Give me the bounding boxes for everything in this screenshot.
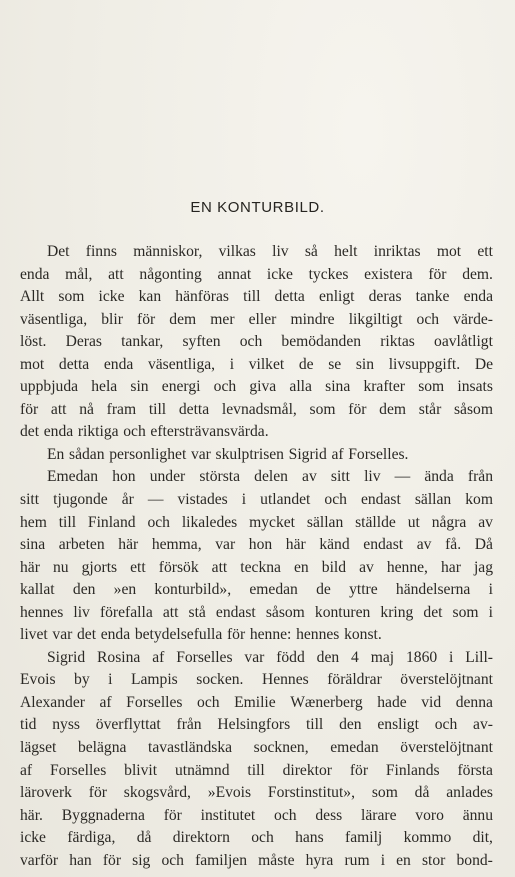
text-line: lägset belägna tavastländska socknen, emedan överstelöjtnant — [20, 739, 493, 757]
text-line: för att nå fram till detta levnadsmål, som för dem står såsom — [20, 400, 493, 418]
text-line: af Forselles blivit utnämnd till direktor för Finlands första — [20, 761, 493, 779]
text-line: här. Byggnaderna för institutet och dess lärare voro ännu — [20, 806, 493, 824]
text-line: icke färdiga, då direktorn och hans familj kommo dit, — [20, 829, 493, 847]
text-line: det enda riktiga och eftersträvansvärda. — [20, 423, 269, 441]
text-line: varför han för sig och familjen måste hyra rum i en stor bond- — [20, 851, 493, 869]
text-line: hennes liv förefalla att stå endast såsom konturen kring det som i — [20, 603, 493, 621]
text-line: En sådan personlighet var skulptrisen Sigrid af Forselles. — [47, 445, 409, 463]
text-line: hem till Finland och likaledes mycket sällan ställde ut några av — [20, 513, 493, 531]
text-line: väsentliga, blir för dem mer eller mindre likgiltigt och värde- — [20, 310, 493, 328]
text-line: uppbjuda hela sin energi och giva alla sina krafter som insats — [20, 378, 493, 396]
text-line: tid nyss överflyttat från Helsingfors till den ensligt och av- — [20, 716, 493, 734]
text-line: kallat den »en konturbild», emedan de yttre händelserna i — [20, 581, 493, 599]
text-line: löst. Deras tankar, syften och bemödanden riktas oavlåtligt — [20, 333, 493, 351]
text-line: enda mål, att någonting annat icke tyckes existera för dem. — [20, 265, 493, 283]
text-line: sina arbeten här hemma, var hon här känd endast av få. Då — [20, 536, 493, 554]
text-line: mot detta enda väsentliga, i vilket de se sin livsuppgift. De — [20, 355, 493, 373]
text-line: Allt som icke kan hänföras till detta enligt deras tanke enda — [20, 288, 493, 306]
text-line: Alexander af Forselles och Emilie Wænerberg hade vid denna — [20, 693, 493, 711]
text-line: livet var det enda betydelsefulla för henne: hennes konst. — [20, 626, 382, 644]
text-line: Det finns människor, vilkas liv så helt inriktas mot ett — [47, 243, 493, 260]
text-line: Sigrid Rosina af Forselles var född den 4 maj 1860 i Lill- — [47, 648, 493, 666]
chapter-title: EN KONTURBILD. — [190, 199, 325, 216]
text-line: sitt tjugonde år — vistades i utlandet och endast sällan kom — [20, 491, 493, 509]
text-line: Evois by i Lampis socken. Hennes föräldrar överstelöjtnant — [20, 671, 493, 689]
text-line: Emedan hon under största delen av sitt liv — ända från — [47, 468, 493, 486]
text-line: här nu gjorts ett försök att teckna en bild av henne, har jag — [20, 558, 493, 576]
body-text — [20, 241, 493, 872]
text-line: läroverk för skogsvård, »Evois Forstinstitut», som då anlades — [20, 784, 493, 802]
